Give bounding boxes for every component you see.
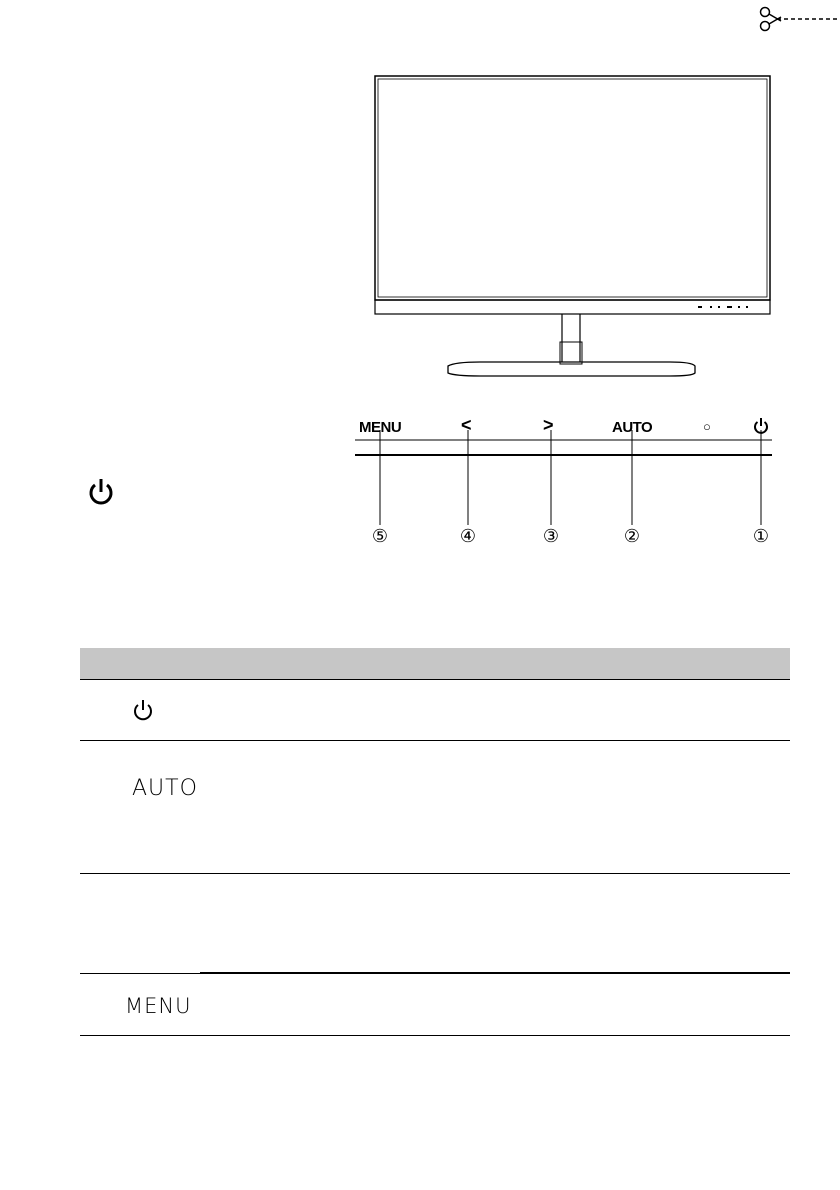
row-divider bbox=[80, 873, 790, 874]
callout-1: ① bbox=[752, 526, 770, 547]
auto-button-label: AUTO bbox=[132, 776, 198, 801]
callout-3: ③ bbox=[542, 526, 560, 547]
menu-button-label: MENU bbox=[359, 419, 402, 436]
monitor-illustration bbox=[360, 70, 790, 390]
scissors-icon bbox=[759, 5, 839, 33]
row-divider bbox=[200, 972, 790, 974]
callout-4: ④ bbox=[459, 526, 477, 547]
auto-button-label: AUTO bbox=[612, 419, 653, 436]
left-button-label: < bbox=[461, 415, 472, 435]
power-icon bbox=[132, 698, 154, 722]
power-icon bbox=[753, 417, 769, 435]
table-header bbox=[80, 648, 790, 679]
control-buttons-diagram bbox=[330, 405, 790, 575]
callout-2: ② bbox=[623, 526, 641, 547]
row-divider bbox=[80, 679, 790, 680]
menu-button-label: MENU bbox=[125, 994, 192, 1018]
right-button-label: > bbox=[543, 415, 554, 435]
row-divider bbox=[80, 1035, 790, 1036]
row-divider bbox=[80, 740, 790, 741]
button-function-table bbox=[80, 648, 790, 1038]
power-icon bbox=[86, 477, 116, 507]
power-led: ○ bbox=[703, 419, 711, 434]
row-divider bbox=[80, 973, 200, 974]
callout-5: ⑤ bbox=[371, 526, 389, 547]
